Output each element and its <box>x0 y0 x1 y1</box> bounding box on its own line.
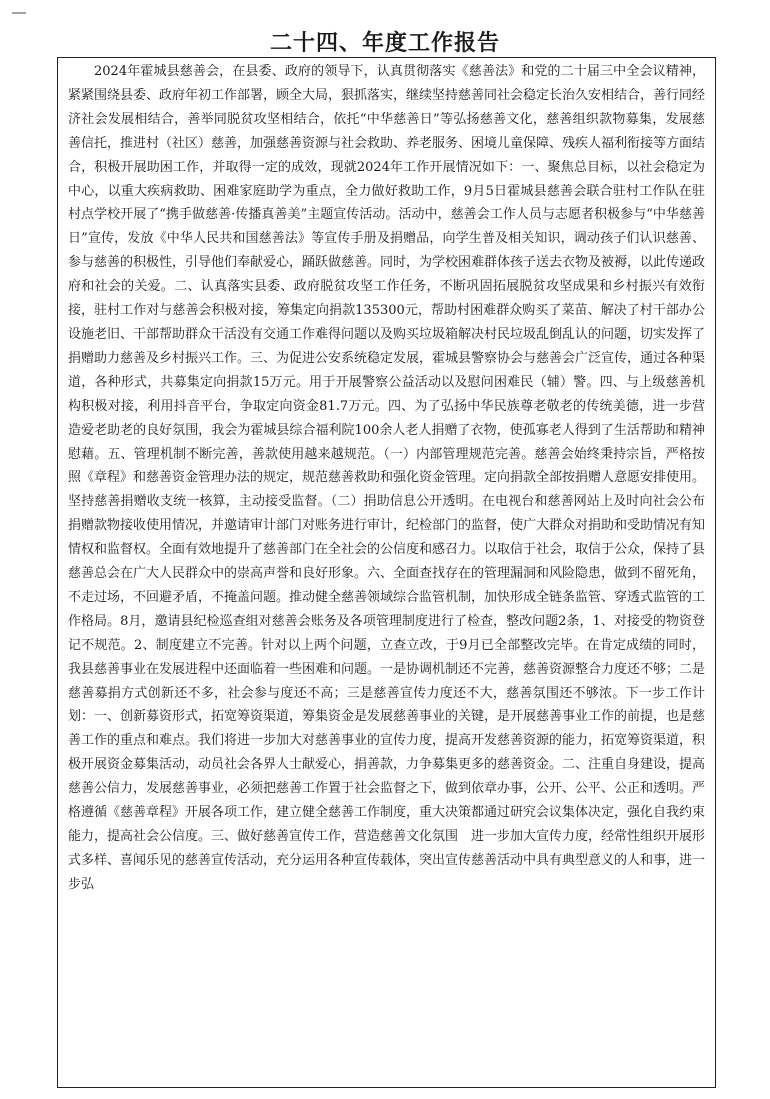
scan-corner-mark <box>12 12 26 19</box>
report-body-text: 2024年霍城县慈善会，在县委、政府的领导下，认真贯彻落实《慈善法》和党的二十届三中全会议精神，紧紧围绕县委、政府年初工作部署，顾全大局，狠抓落实，继续坚持慈善同社会稳定长治久安相结合，善行同经济社会发展相结合，善举同脱贫攻坚相结合，依托“中华慈善日”等弘扬慈善文化，慈善组织款物募集，发展慈善信托，推进村（社区）慈善，加强慈善资源与社会救助、养老服务、困境儿童保障、残疾人福利衔接等方面结合，积极开展助困工作，并取得一定的成效，现就2024年工作开展情况如下：一、聚焦总目标，以社会稳定为中心，以重大疾病救助、困难家庭助学为重点，全力做好救助工作，9月5日霍城县慈善会联合驻村工作队在驻村点学校开展了“携手做慈善·传播真善美”主题宣传活动。活动中，慈善会工作人员与志愿者积极参与“中华慈善日”宣传，发放《中华人民共和国慈善法》等宣传手册及捐赠品，向学生普及相关知识，调动孩子们认识慈善、参与慈善的积极性，引导他们奉献爱心，踊跃做慈善。同时，为学校困难群体孩子送去衣物及被褥，以此传递政府和社会的关爱。二、认真落实县委、政府脱贫攻坚工作任务，不断巩固拓展脱贫攻坚成果和乡村振兴有效衔接，驻村工作对与慈善会积极对接，筹集定向捐款135300元，帮助村困难群众购买了菜苗、解决了村干部办公设施老旧、干部帮助群众干活没有交通工作难得问题以及购买垃圾箱解决村民垃圾乱倒乱认的问题，切实发挥了捐赠助力慈善及乡村振兴工作。三、为促进公安系统稳定发展，霍城县警察协会与慈善会广泛宣传，通过各种渠道，各种形式，共募集定向捐款15万元。用于开展警察公益活动以及慰问困难民（辅）警。四、与上级慈善机构积极对接，利用抖音平台，争取定向资金81.7万元。四、为了弘扬中华民族尊老敬老的传统美德，进一步营造爱老助老的良好氛围，我会为霍城县综合福利院100余人老人捐赠了衣物，使孤寡老人得到了生活帮助和精神慰藉。五、管理机制不断完善，善款使用越来越规范。（一）内部管理规范完善。慈善会始终秉持宗旨，严格按照《章程》和慈善资金管理办法的规定，规范慈善救助和强化资金管理。定向捐款全部按捐赠人意愿安排使用。坚持慈善捐赠收支统一核算，主动接受监督。（二）捐助信息公开透明。在电视台和慈善网站上及时向社会公布捐赠款物接收使用情况，并邀请审计部门对账务进行审计，纪检部门的监督，使广大群众对捐助和受助情况有知情权和监督权。全面有效地提升了慈善部门在全社会的公信度和感召力。以取信于社会，取信于公众，保持了县慈善总会在广大人民群众中的崇高声誉和良好形象。六、全面查找存在的管理漏洞和风险隐患，做到不留死角，不走过场，不回避矛盾，不掩盖问题。推动健全慈善领域综合监管机制，加快形成全链条监管、穿透式监管的工作格局。8月，邀请县纪检巡查组对慈善会账务及各项管理制度进行了检查，整改问题2条，1、对接受的物资登记不规范。2、制度建立不完善。针对以上两个问题，立查立改，于9月已全部整改完毕。在肯定成绩的同时，我县慈善事业在发展进程中还面临着一些困难和问题。一是协调机制还不完善，慈善资源整合力度还不够；二是慈善募捐方式创新还不多，社会参与度还不高；三是慈善宣传力度还不大，慈善氛围还不够浓。下一步工作计划：一、创新募资形式，拓宽筹资渠道，筹集资金是发展慈善事业的关键，是开展慈善事业工作的前提，也是慈善工作的重点和难点。我们将进一步加大对慈善事业的宣传力度，提高开发慈善资源的能力，拓宽筹资渠道，积极开展资金募集活动，动员社会各界人士献爱心，捐善款，力争募集更多的慈善资金。二、注重自身建设，提高慈善公信力，发展慈善事业，必须把慈善工作置于社会监督之下，做到依章办事，公开、公平、公正和透明。严格遵循《慈善章程》开展各项工作，建立健全慈善工作制度，重大决策都通过研究会议集体决定，强化自我约束能力，提高社会公信度。三、做好慈善宣传工作，营造慈善文化氛围 进一步加大宣传力度，经常性组织开展形式多样、喜闻乐见的慈善宣传活动，充分运用各种宣传载体，突出宣传慈善活动中具有典型意义的人和事，进一步弘 <box>68 64 706 892</box>
report-title: 二十四、年度工作报告 <box>269 31 500 56</box>
report-frame <box>57 57 716 1088</box>
